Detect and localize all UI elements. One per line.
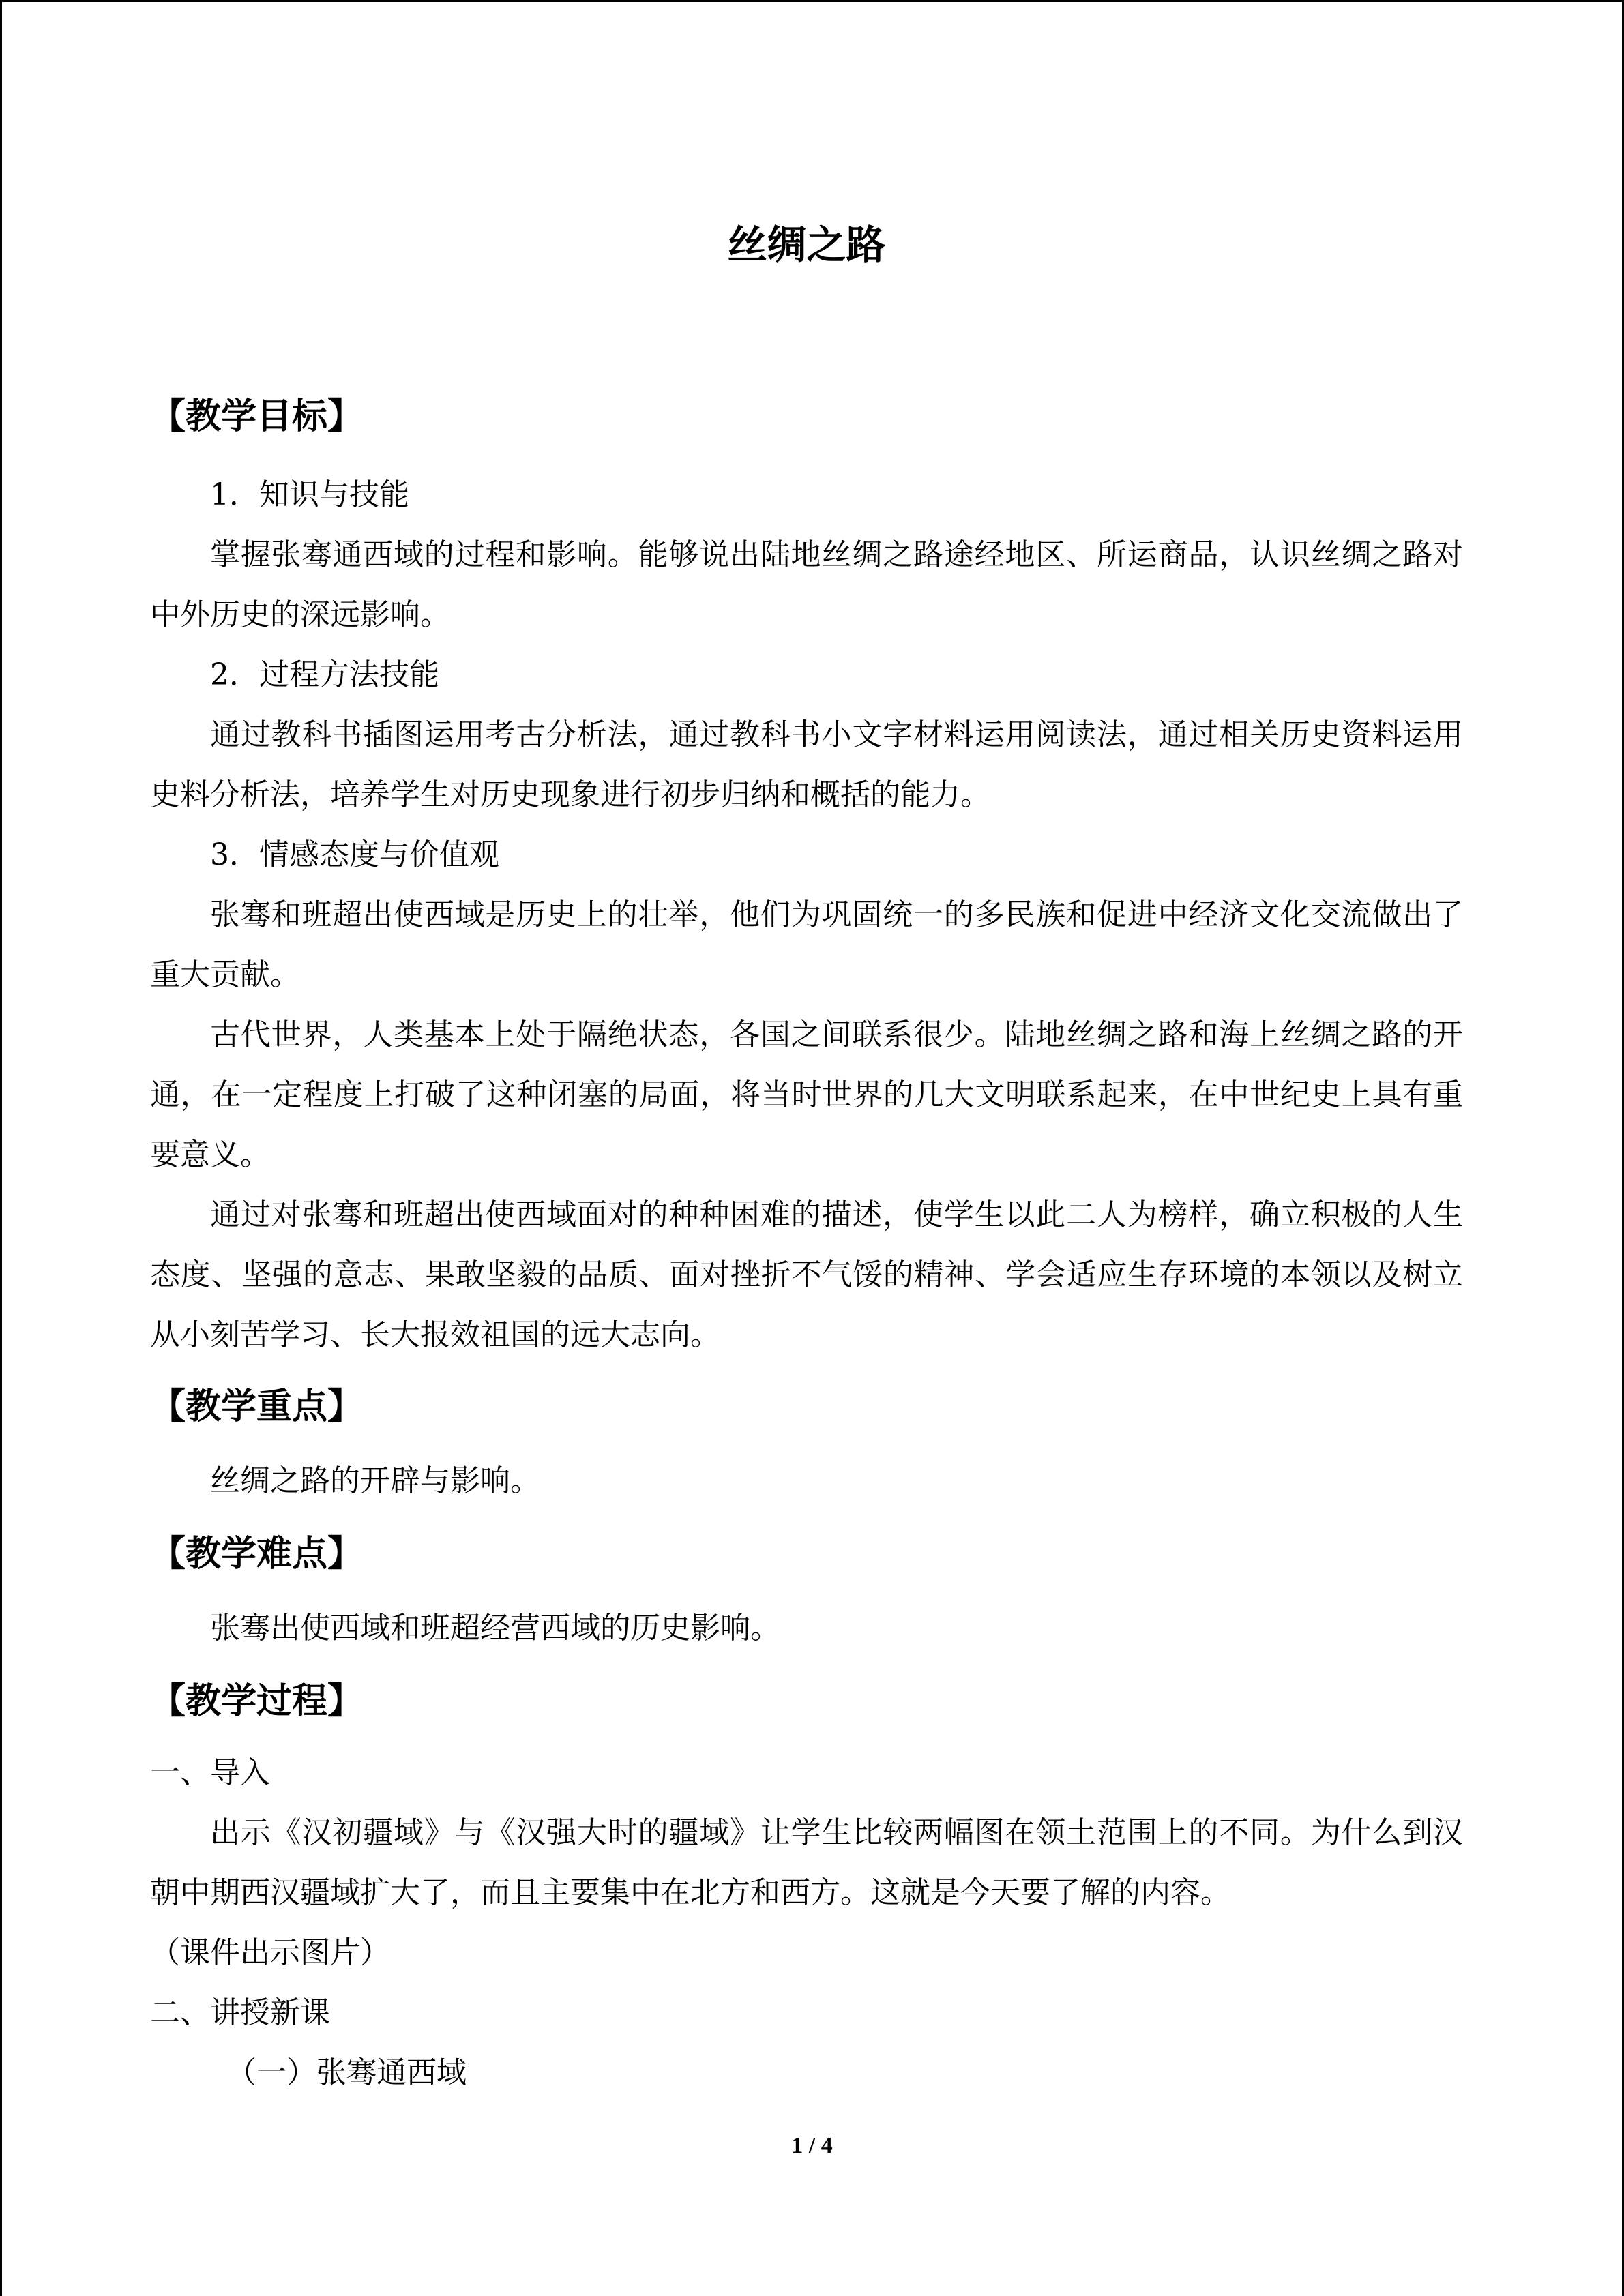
objectives-item3-label: 3．情感态度与价值观 (210, 837, 499, 872)
process-step2-sub1: （一）张骞通西域 (226, 2055, 467, 2090)
process-step2-label: 二、讲授新课 (150, 1995, 330, 2030)
page-indicator: 1 / 4 (791, 2133, 833, 2158)
objectives-item1-label: 1．知识与技能 (210, 477, 409, 512)
objectives-item2-text: 通过教科书插图运用考古分析法，通过教科书小文字材料运用阅读法，通过相关历史资料运用史料分析法，培养学生对历史现象进行初步归纳和概括的能力。 (150, 717, 1463, 812)
objectives-item3-text3: 通过对张骞和班超出使西域面对的种种困难的描述，使学生以此二人为榜样，确立积极的人生态度、坚强的意志、果敢坚毅的品质、面对挫折不气馁的精神、学会适应生存环境的本领以及树立从小刻苦学习、长大报效祖国的远大志向。 (150, 1197, 1463, 1352)
heading-objectives: 【教学目标】 (150, 396, 364, 437)
document-title: 丝绸之路 (727, 222, 886, 268)
objectives-item1-text: 掌握张骞通西域的过程和影响。能够说出陆地丝绸之路途经地区、所运商品，认识丝绸之路对中外历史的深远影响。 (150, 537, 1463, 632)
process-step1-note: （课件出示图片） (150, 1935, 390, 1970)
heading-difficulties: 【教学难点】 (150, 1534, 364, 1575)
objectives-item2-label: 2．过程方法技能 (210, 657, 439, 692)
objectives-item3-text2: 古代世界，人类基本上处于隔绝状态，各国之间联系很少。陆地丝绸之路和海上丝绸之路的开通，在一定程度上打破了这种闭塞的局面，将当时世界的几大文明联系起来，在中世纪史上具有重要意义。 (150, 1017, 1463, 1172)
process-step1-text: 出示《汉初疆域》与《汉强大时的疆域》让学生比较两幅图在领土范围上的不同。为什么到汉朝中期西汉疆域扩大了，而且主要集中在北方和西方。这就是今天要了解的内容。 (150, 1815, 1463, 1910)
difficulties-text: 张骞出使西域和班超经营西域的历史影响。 (210, 1611, 780, 1645)
objectives-item3-text1: 张骞和班超出使西域是历史上的壮举，他们为巩固统一的多民族和促进中经济文化交流做出了重大贡献。 (150, 897, 1463, 992)
key-points-text: 丝绸之路的开辟与影响。 (210, 1463, 540, 1498)
heading-process: 【教学过程】 (150, 1681, 364, 1722)
process-step1-label: 一、导入 (150, 1755, 270, 1790)
heading-key-points: 【教学重点】 (150, 1386, 364, 1427)
